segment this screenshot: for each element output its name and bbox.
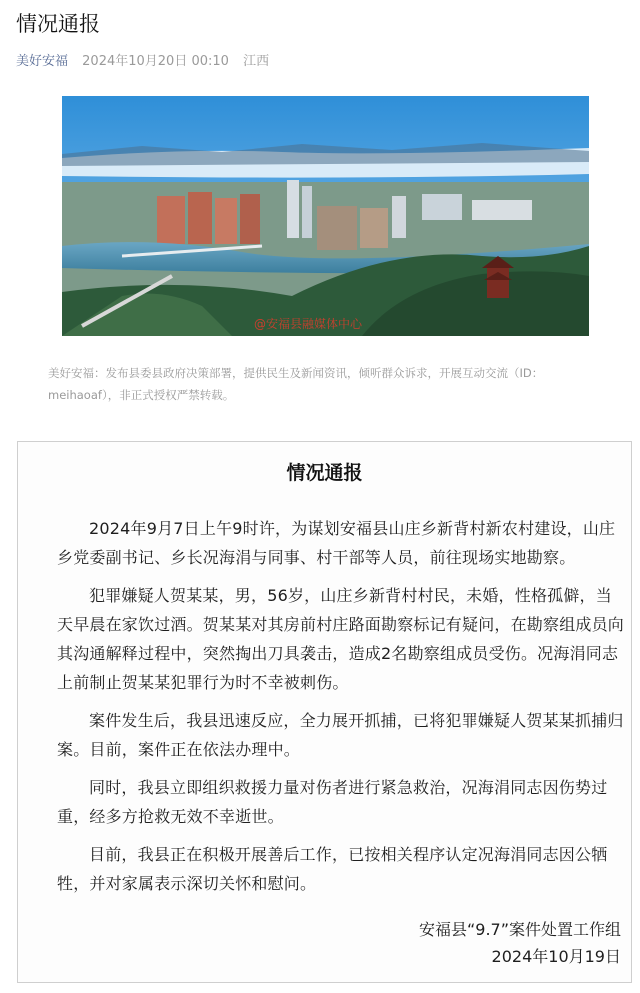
- notice-body: [57, 514, 628, 907]
- notice-signature: [419, 916, 621, 970]
- publish-location: 江西: [243, 54, 270, 69]
- city-banner-image: [62, 96, 589, 336]
- account-intro: 美好安福：发布县委县政府决策部署，提供民生及新闻资讯，倾听群众诉求，开展互动交流（ID：meihaoaf），非正式授权严禁转载。: [48, 366, 544, 402]
- notice-paragraph: 2024年9月7日上午9时许，为谋划安福县山庄乡新背村新农村建设，山庄乡党委副书记、乡长况海涓与同事、村干部等人员，前往现场实地勘察。: [57, 519, 616, 567]
- notice-paragraph: 目前，我县正在积极开展善后工作，已按相关程序认定况海涓同志因公牺牲，并对家属表示深切关怀和慰问。: [57, 845, 608, 893]
- banner-watermark: @安福县融媒体中心: [254, 317, 363, 331]
- notice-paragraph: 犯罪嫌疑人贺某某，男，56岁，山庄乡新背村村民，未婚，性格孤僻，当天早晨在家饮过酒。贺某某对其房前村庄路面勘察标记有疑问，在勘察组成员向其沟通解释过程中，突然掏出刀具袭击，造成2名勘察组成员受伤。况海涓同志上前制止贺某某犯罪行为时不幸被刺伤。: [57, 586, 625, 692]
- notice-paragraph: 案件发生后，我县迅速反应，全力展开抓捕，已将犯罪嫌疑人贺某某抓捕归案。目前，案件正在依法办理中。: [57, 711, 624, 759]
- cityscape-illustration: [62, 96, 589, 336]
- notice-title: 情况通报: [286, 462, 363, 484]
- notice-paragraph: 同时，我县立即组织救援力量对伤者进行紧急救治，况海涓同志因伤势过重，经多方抢救无效不幸逝世。: [57, 778, 608, 826]
- notice-image: [17, 441, 632, 983]
- account-name-link[interactable]: 美好安福: [16, 54, 69, 69]
- publish-datetime: 2024年10月20日 00:10: [82, 54, 229, 69]
- signature-date: 2024年10月19日: [491, 947, 621, 966]
- signature-org: 安福县“9.7”案件处置工作组: [418, 920, 621, 939]
- article-title: 情况通报: [16, 12, 100, 36]
- article-meta: [16, 50, 279, 69]
